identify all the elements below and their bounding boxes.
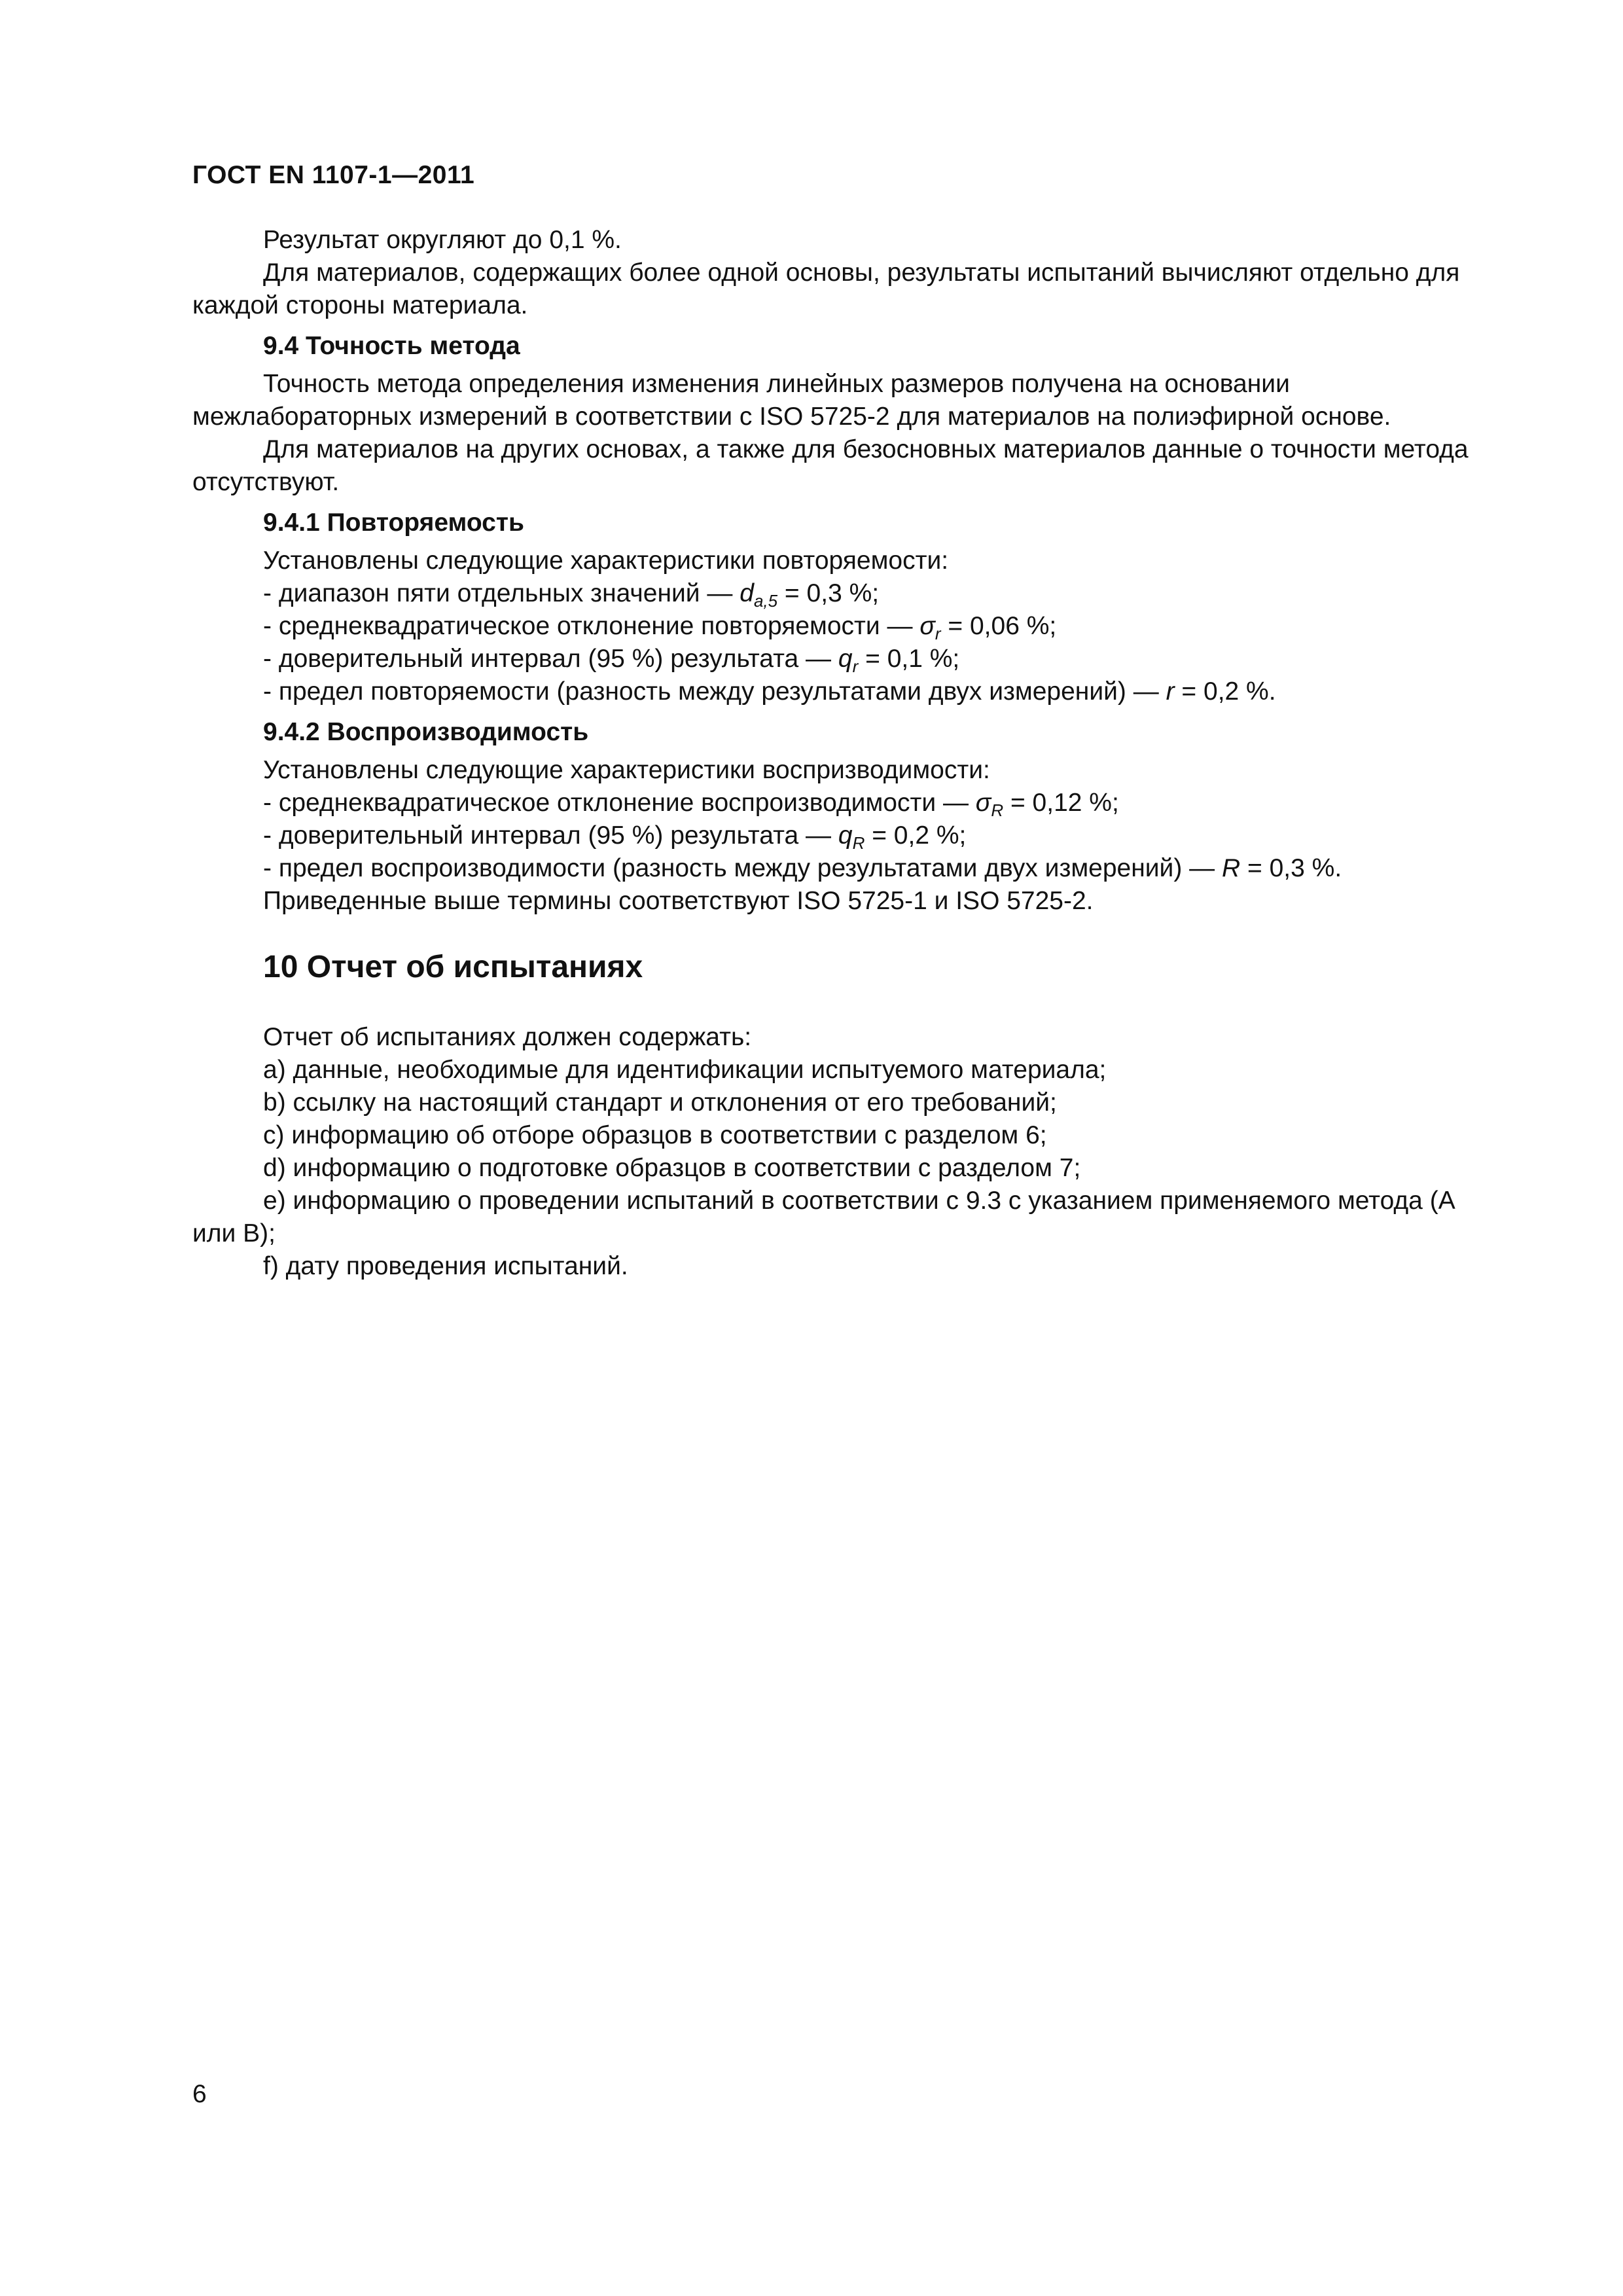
precision-paragraph-2: Для материалов на других основах, а также для безосновных материалов данные о точности метода отсутствуют. bbox=[192, 435, 1469, 496]
repeatability-item-stddev bbox=[192, 610, 1497, 643]
item-text: - среднеквадратическое отклонение воспроизводимости — bbox=[263, 789, 976, 817]
section-10-heading: 10 Отчет об испытаниях bbox=[263, 950, 643, 984]
reproducibility-intro: Установлены следующие характеристики воспризводимости: bbox=[263, 756, 990, 784]
report-item-f: f) дату проведения испытаний. bbox=[263, 1252, 628, 1280]
item-text: - доверительный интервал (95 %) результата — bbox=[263, 821, 838, 850]
section-9-4-heading: 9.4 Точность метода bbox=[263, 332, 520, 360]
section-9-4-1-heading: 9.4.1 Повторяемость bbox=[263, 509, 524, 537]
subscript: r bbox=[935, 624, 941, 643]
item-text: - диапазон пяти отдельных значений — bbox=[263, 579, 740, 607]
item-text: - предел повторяемости (разность между результатами двух измерений) — bbox=[263, 677, 1166, 706]
reproducibility-item-interval bbox=[192, 819, 1497, 852]
item-text: - среднеквадратическое отклонение повторяемости — bbox=[263, 612, 920, 640]
symbol: σ bbox=[919, 612, 935, 640]
symbol: d bbox=[740, 579, 754, 607]
multi-base-paragraph: Для материалов, содержащих более одной основы, результаты испытаний вычисляют отдельно для каждой стороны материала. bbox=[192, 259, 1460, 319]
section-9-4-2-heading: 9.4.2 Воспроизводимость bbox=[263, 718, 589, 746]
item-text: - предел воспроизводимости (разность между результатами двух измерений) — bbox=[263, 854, 1222, 882]
report-item-e: е) информацию о проведении испытаний в соответствии с 9.3 с указанием применяемого метода (А или В); bbox=[192, 1187, 1455, 1247]
item-value: = 0,2 %; bbox=[865, 821, 967, 850]
subscript: r bbox=[852, 656, 859, 676]
report-item-a: а) данные, необходимые для идентификации испытуемого материала; bbox=[263, 1056, 1107, 1084]
subscript: R bbox=[991, 800, 1004, 820]
item-value: = 0,3 %; bbox=[777, 579, 880, 607]
terms-reference: Приведенные выше термины соответствуют ISO 5725-1 и ISO 5725-2. bbox=[263, 887, 1094, 915]
page-number: 6 bbox=[192, 2080, 207, 2108]
repeatability-intro: Установлены следующие характеристики повторяемости: bbox=[263, 547, 949, 575]
symbol: r bbox=[1166, 677, 1175, 706]
item-text: - доверительный интервал (95 %) результата — bbox=[263, 645, 838, 673]
item-value: = 0,06 %; bbox=[940, 612, 1057, 640]
document-code-header: ГОСТ EN 1107-1—2011 bbox=[192, 161, 475, 189]
report-item-d: d) информацию о подготовке образцов в соответствии с разделом 7; bbox=[263, 1154, 1081, 1182]
repeatability-item-limit bbox=[192, 675, 1497, 708]
subscript: R bbox=[852, 833, 865, 853]
item-value: = 0,3 %. bbox=[1240, 854, 1342, 882]
report-item-c: с) информацию об отборе образцов в соответствии с разделом 6; bbox=[263, 1121, 1047, 1149]
reproducibility-item-stddev bbox=[192, 787, 1497, 819]
report-item-b: b) ссылку на настоящий стандарт и отклонения от его требований; bbox=[263, 1088, 1057, 1117]
item-value: = 0,12 %; bbox=[1003, 789, 1119, 817]
item-value: = 0,2 %. bbox=[1174, 677, 1276, 706]
repeatability-item-range bbox=[192, 577, 1497, 610]
reproducibility-item-limit bbox=[192, 852, 1497, 885]
precision-paragraph-1: Точность метода определения изменения линейных размеров получена на основании межлабораторных измерений в соответствии с ISO 5725-2 для материалов на полиэфирной основе. bbox=[192, 370, 1391, 431]
report-intro: Отчет об испытаниях должен содержать: bbox=[263, 1023, 752, 1051]
symbol: q bbox=[838, 821, 853, 850]
subscript: a,5 bbox=[753, 591, 778, 611]
repeatability-item-interval bbox=[192, 643, 1497, 675]
symbol: q bbox=[838, 645, 853, 673]
symbol: σ bbox=[975, 789, 991, 817]
item-value: = 0,1 %; bbox=[858, 645, 960, 673]
symbol: R bbox=[1222, 854, 1241, 882]
document-body bbox=[192, 224, 1497, 1283]
rounding-paragraph: Результат округляют до 0,1 %. bbox=[263, 226, 622, 254]
